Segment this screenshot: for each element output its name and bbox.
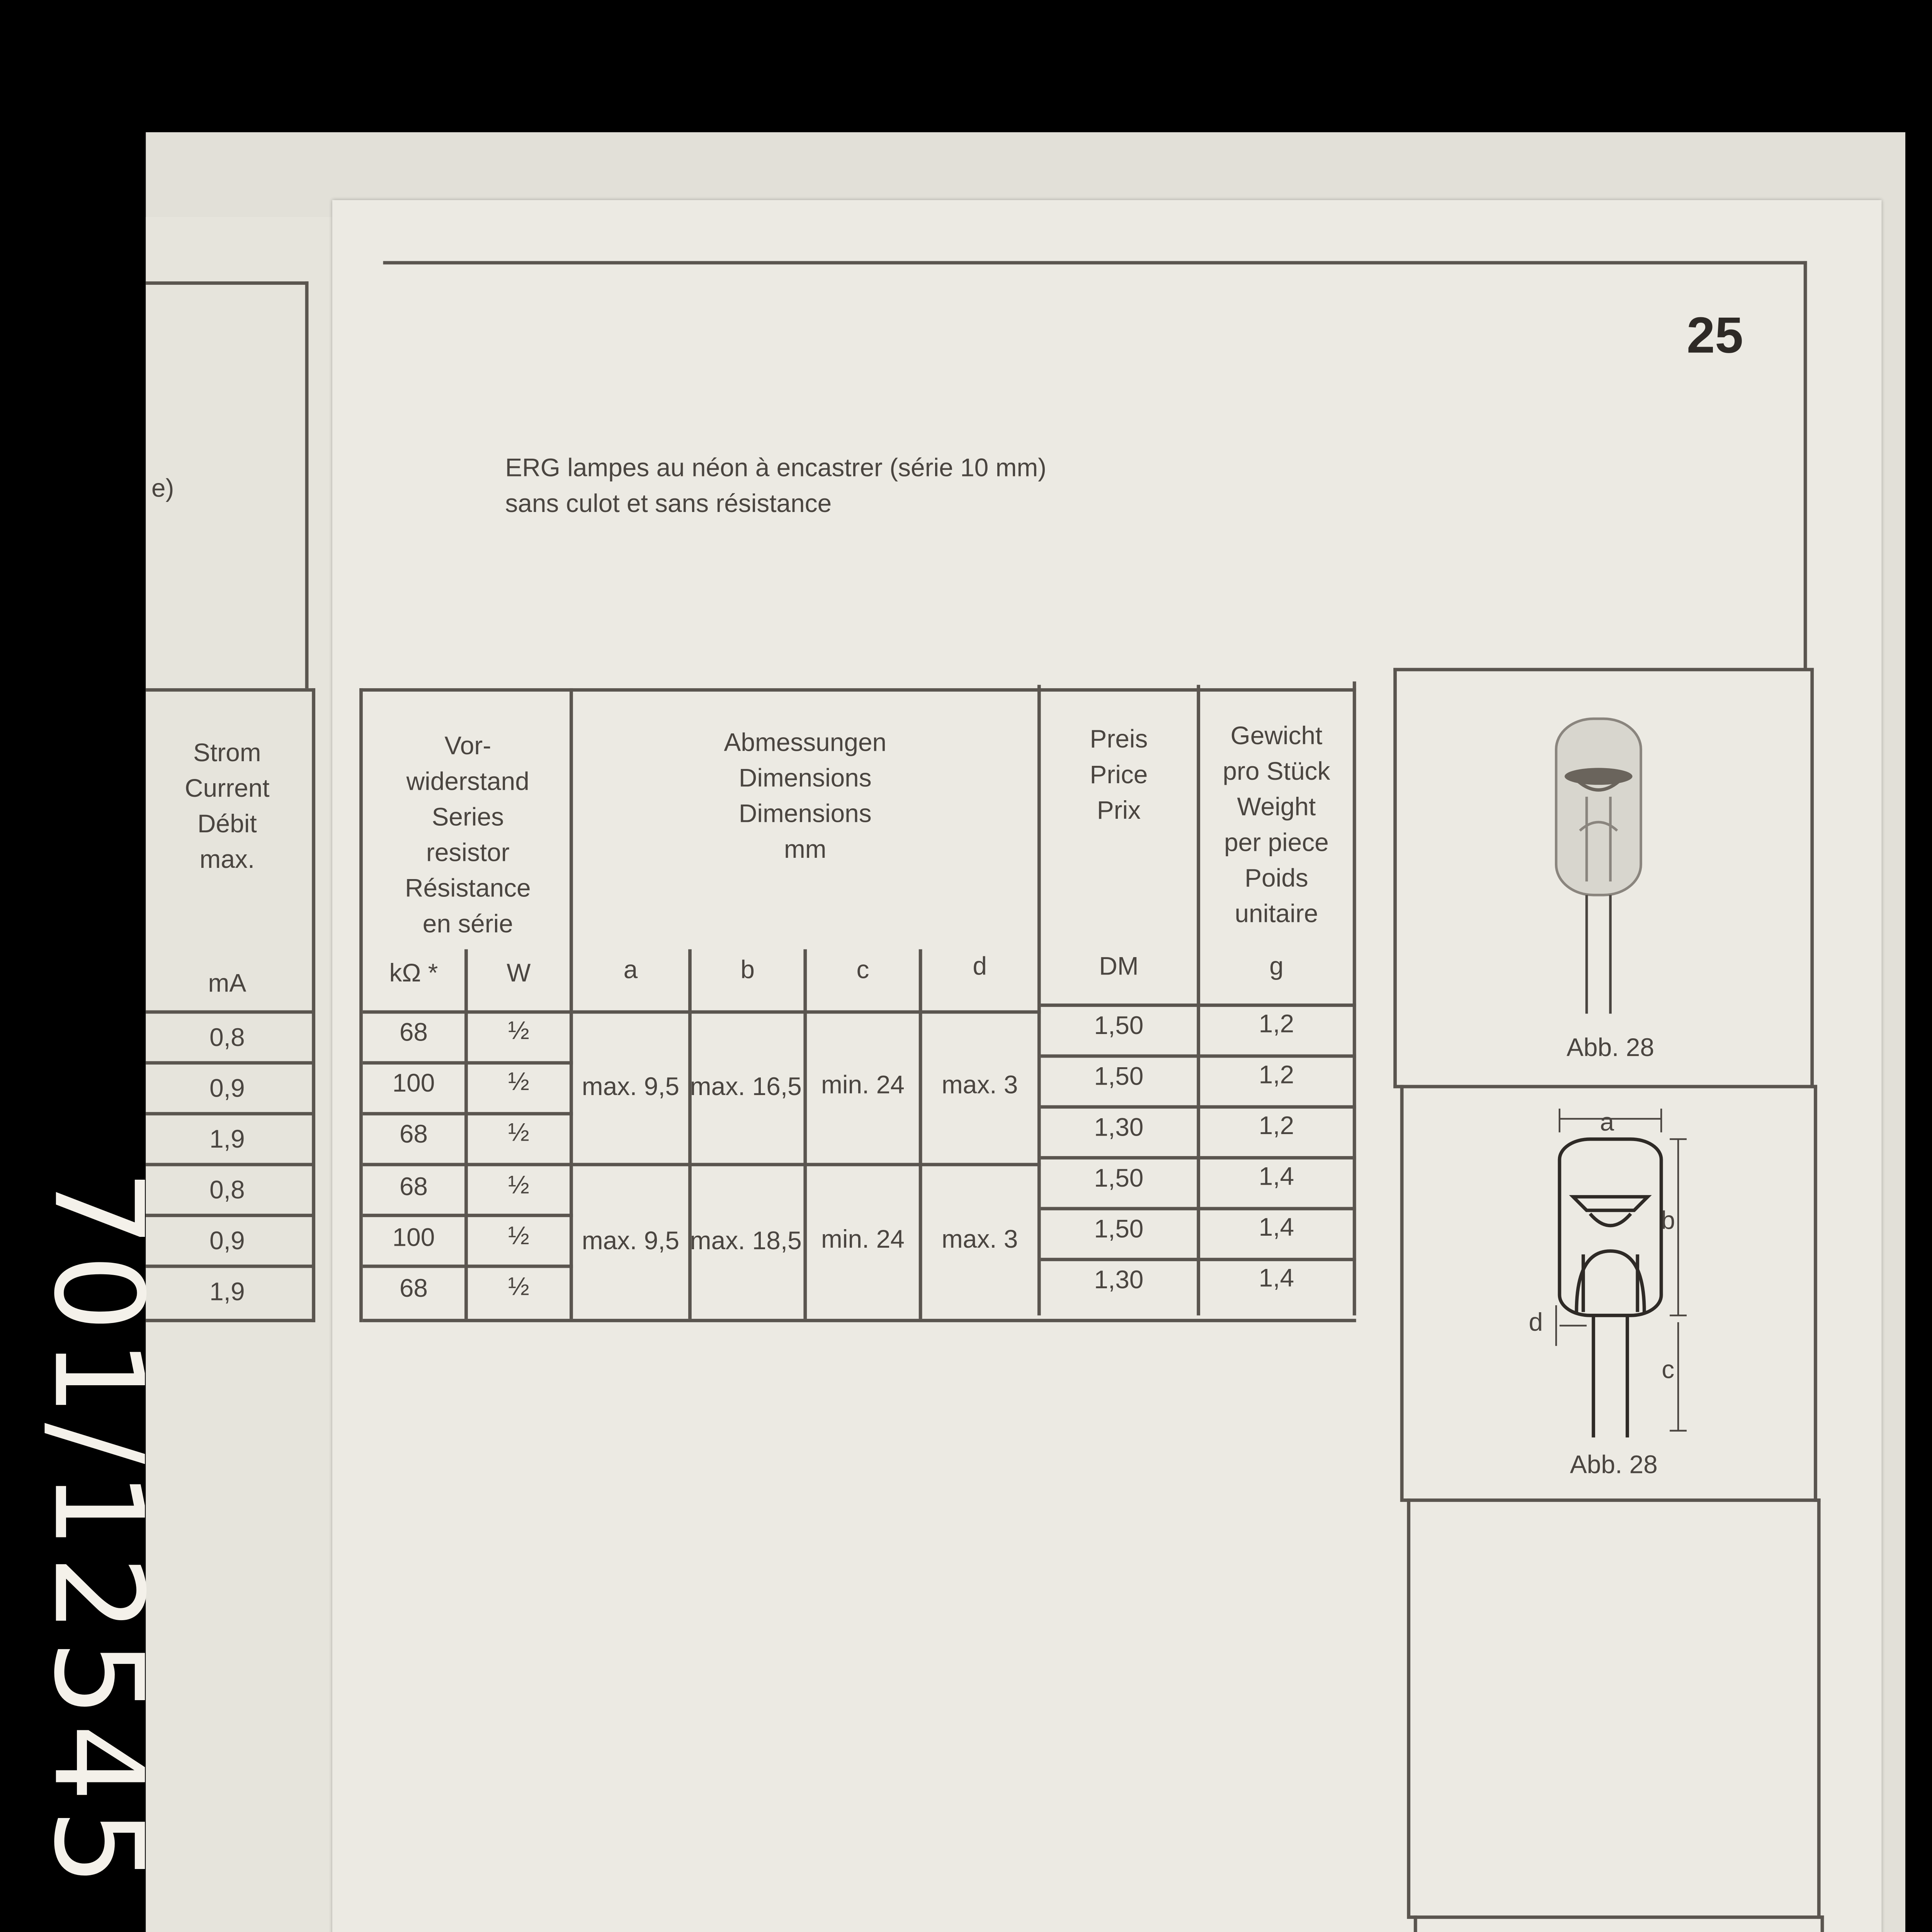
header-line: Preis [1090,725,1148,755]
left-row-rule [146,1112,315,1116]
section-title [505,451,1217,522]
cell-weight: 1,4 [1259,1264,1294,1294]
left-top-rule [146,281,308,285]
unit-d: d [973,952,987,982]
row-rule [1041,1054,1356,1058]
header-line: Poids [1245,864,1308,893]
header-line: Résistance [405,874,531,904]
dim-label-a: a [1600,1109,1614,1138]
row-rule [1041,1105,1356,1109]
left-table-right [312,688,315,1322]
dim-d: max. 3 [941,1071,1018,1100]
fig-left [1407,1498,1410,1919]
table-right [1353,682,1356,1316]
weight-header [1200,719,1353,932]
unit-kohm: kΩ * [389,959,438,988]
header-line: Weight [1237,793,1316,822]
row-rule [1041,1258,1356,1261]
left-row-rule [146,1265,315,1268]
cell-weight: 1,4 [1259,1214,1294,1243]
film-marking: 701/12545 [27,1170,170,1893]
fig-sep [1403,1498,1820,1502]
left-unit: mA [208,969,247,998]
left-table-top [146,688,315,692]
left-current-header [159,736,295,878]
dim-c: min. 24 [821,1225,905,1255]
frame-top [383,261,1807,265]
dim-label-c: c [1662,1356,1675,1385]
dim-a: max. 9,5 [582,1073,680,1102]
left-row-rule [146,1061,315,1065]
header-line: unitaire [1235,900,1318,929]
row-rule [363,1112,573,1116]
cell-watt: ½ [508,1273,529,1302]
fig-right [1817,1498,1821,1919]
dim-c: min. 24 [821,1071,905,1100]
col-sep [464,949,468,1319]
header-line: Dimensions [738,800,872,829]
fig-top [1393,668,1814,671]
row-rule [1041,1207,1356,1211]
fig-left [1400,1085,1404,1502]
header-line: Strom [193,739,261,768]
header-line: mm [784,835,827,865]
price-header [1041,722,1197,829]
unit-b: b [740,956,755,985]
fig-right [1810,668,1814,1088]
cell-kohm: 68 [399,1019,428,1048]
figure-caption-2: Abb. 28 [1570,1451,1658,1480]
cell-kohm: 100 [392,1224,435,1253]
table-bottom [363,1319,1356,1322]
neon-lamp-photo [1526,712,1678,1017]
left-fragment-text: e) [151,474,174,503]
cell-weight: 1,2 [1259,1112,1294,1141]
left-value: 0,8 [209,1024,245,1053]
left-value: 0,9 [209,1227,245,1256]
dim-d: max. 3 [941,1225,1018,1255]
cell-watt: ½ [508,1171,529,1200]
cell-price: 1,30 [1094,1114,1144,1143]
unit-price: DM [1099,952,1139,982]
left-row-rule [146,1010,315,1014]
unit-c: c [856,956,869,985]
left-value: 0,8 [209,1176,245,1206]
col-sep [919,949,922,1319]
dim-label-d: d [1529,1308,1543,1338]
cell-watt: ½ [508,1222,529,1251]
header-line: widerstand [406,768,529,797]
header-line: Prix [1097,796,1141,826]
header-line: en série [422,910,513,939]
dim-a: max. 9,5 [582,1227,680,1256]
row-rule [363,1163,573,1166]
title-line-1: ERG lampes au néon à encastrer (série 10 mm) [505,454,1047,483]
resistor-header [363,729,573,942]
header-line: Dimensions [738,764,872,794]
fig-left [1393,668,1397,1088]
cell-kohm: 68 [399,1173,428,1202]
col-sep [1197,685,1200,1315]
title-line-2: sans culot et sans résistance [505,490,832,519]
header-line: Débit [197,810,257,839]
cell-watt: ½ [508,1068,529,1097]
cell-weight: 1,4 [1259,1163,1294,1192]
cell-price: 1,50 [1094,1215,1144,1245]
header-line: Abmessungen [724,729,887,758]
row-rule [1041,1156,1356,1160]
cell-watt: ½ [508,1119,529,1148]
cell-price: 1,50 [1094,1164,1144,1194]
row-rule [363,1010,573,1014]
cell-kohm: 68 [399,1120,428,1150]
cell-watt: ½ [508,1017,529,1046]
header-line: Price [1090,761,1148,790]
header-line: pro Stück [1223,757,1330,787]
table-left [359,688,363,1322]
header-line: Gewicht [1230,722,1323,751]
fig-sep [1393,1085,1817,1088]
frame-right-upper [1804,261,1807,668]
left-value: 1,9 [209,1278,245,1307]
row-rule [1041,1003,1356,1007]
dim-b: max. 16,5 [690,1073,802,1102]
cell-weight: 1,2 [1259,1010,1294,1039]
lamp-dimension-drawing [1509,1102,1712,1441]
left-side-rule [305,281,309,688]
cell-price: 1,50 [1094,1012,1144,1041]
cell-kohm: 68 [399,1275,428,1304]
table-top [359,688,1356,692]
left-row-rule [146,1319,315,1322]
header-line: Current [185,774,270,804]
page-number: 25 [1687,308,1743,365]
cell-price: 1,50 [1094,1063,1144,1092]
left-row-rule [146,1214,315,1217]
row-rule [363,1214,573,1217]
group-rule [573,1163,1041,1166]
header-line: resistor [426,839,510,868]
col-sep [688,949,692,1319]
fig-sep [1410,1915,1824,1919]
unit-a: a [623,956,638,985]
dimensions-header [573,726,1037,868]
header-line: Series [432,803,504,833]
col-sep [803,949,807,1319]
header-line: per piece [1224,829,1329,858]
row-rule [363,1265,573,1268]
left-value: 1,9 [209,1125,245,1155]
left-value: 0,9 [209,1075,245,1104]
col-sep [1037,685,1041,1315]
unit-watt: W [507,959,531,988]
header-line: Vor- [444,732,492,761]
dim-b: max. 18,5 [690,1227,802,1256]
left-row-rule [146,1163,315,1166]
fig-right [1814,1085,1817,1502]
figure-caption-1: Abb. 28 [1566,1034,1655,1063]
row-rule [363,1061,573,1065]
dim-label-b: b [1661,1207,1675,1236]
cell-price: 1,30 [1094,1266,1144,1295]
group-rule [573,1010,1041,1014]
unit-weight: g [1269,952,1284,982]
cell-weight: 1,2 [1259,1061,1294,1090]
header-line: max. [199,846,255,875]
cell-kohm: 100 [392,1070,435,1099]
